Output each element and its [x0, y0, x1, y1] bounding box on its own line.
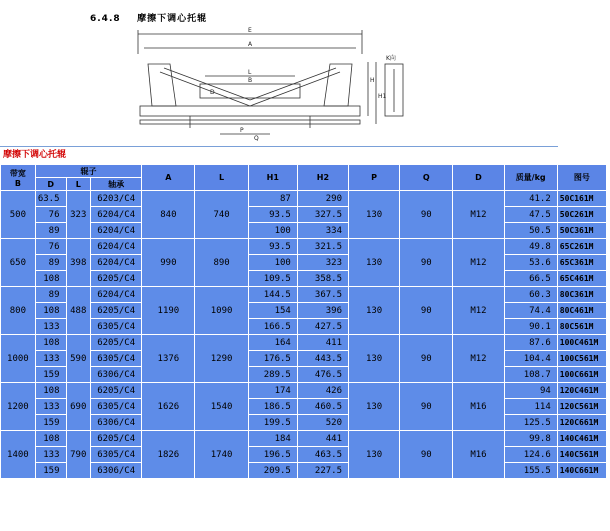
header-l: L: [66, 178, 91, 191]
cell-bearing: 6306/C4: [91, 463, 142, 479]
cell-q: 90: [400, 191, 453, 239]
dim-label-a: A: [248, 41, 253, 48]
cell-bearing: 6305/C4: [91, 351, 142, 367]
header-belt-width: [1, 165, 36, 191]
cell-q: 90: [400, 383, 453, 431]
cell-a: 840: [142, 191, 195, 239]
cell-roller-d: 89: [35, 255, 66, 271]
cell-h1: 186.5: [248, 399, 297, 415]
cell-roller-l: 690: [66, 383, 91, 431]
table-row: [1, 303, 607, 319]
cell-roller-d: 133: [35, 447, 66, 463]
table-row: [1, 207, 607, 223]
cell-mass: 41.2: [504, 191, 557, 207]
header-q: Q: [400, 165, 453, 191]
cell-h2: 290: [297, 191, 348, 207]
cell-h2: 327.5: [297, 207, 348, 223]
header-d: D: [35, 178, 66, 191]
cell-h2: 443.5: [297, 351, 348, 367]
cell-h2: 520: [297, 415, 348, 431]
cell-bearing: 6204/C4: [91, 287, 142, 303]
cell-mass: 90.1: [504, 319, 557, 335]
cell-h1: 209.5: [248, 463, 297, 479]
cell-roller-d: 108: [35, 383, 66, 399]
cell-roller-d: 159: [35, 463, 66, 479]
cell-roller-l: 323: [66, 191, 91, 239]
cell-a: 990: [142, 239, 195, 287]
cell-belt-width: 500: [1, 191, 36, 239]
table-row: [1, 239, 607, 255]
cell-belt-width: 1000: [1, 335, 36, 383]
cell-h2: 321.5: [297, 239, 348, 255]
header-h1: H1: [248, 165, 297, 191]
cell-roller-l: 488: [66, 287, 91, 335]
table-row: [1, 255, 607, 271]
cell-h1: 184: [248, 431, 297, 447]
cell-h1: 174: [248, 383, 297, 399]
dim-label-h: H: [370, 77, 375, 84]
cell-mass: 125.5: [504, 415, 557, 431]
cell-model-code: 80C561M: [557, 319, 606, 335]
dim-label-b: B: [248, 77, 253, 84]
cell-mass: 66.5: [504, 271, 557, 287]
cell-mass: 53.6: [504, 255, 557, 271]
cell-mass: 60.3: [504, 287, 557, 303]
cell-d2: M12: [453, 239, 504, 287]
section-heading: [90, 11, 207, 24]
dim-label-e: E: [248, 27, 252, 34]
cell-bearing: 6205/C4: [91, 303, 142, 319]
header-bearing: 轴承: [91, 178, 142, 191]
table-row: [1, 223, 607, 239]
cell-h1: 199.5: [248, 415, 297, 431]
table-row: [1, 351, 607, 367]
cell-bearing: 6306/C4: [91, 415, 142, 431]
header-belt-width-symbol: B: [14, 178, 21, 188]
cell-mass: 94: [504, 383, 557, 399]
dim-label-k-view: K向: [386, 55, 396, 62]
cell-mass: 99.8: [504, 431, 557, 447]
cell-l2: 890: [195, 239, 248, 287]
table-row: [1, 191, 607, 207]
idler-drawing: [130, 24, 410, 144]
cell-bearing: 6204/C4: [91, 239, 142, 255]
cell-d2: M12: [453, 191, 504, 239]
cell-bearing: 6305/C4: [91, 399, 142, 415]
cell-bearing: 6205/C4: [91, 335, 142, 351]
table-title: 摩擦下调心托辊: [0, 146, 558, 164]
cell-model-code: 100C461M: [557, 335, 606, 351]
dim-label-h1: H1: [378, 93, 387, 100]
cell-roller-d: 108: [35, 335, 66, 351]
table-row: [1, 335, 607, 351]
cell-roller-d: 108: [35, 431, 66, 447]
header-roller: 辊子: [35, 165, 141, 178]
cell-belt-width: 800: [1, 287, 36, 335]
table-row: [1, 415, 607, 431]
cell-roller-d: 133: [35, 399, 66, 415]
cell-model-code: 100C661M: [557, 367, 606, 383]
cell-p: 130: [349, 191, 400, 239]
cell-l2: 1540: [195, 383, 248, 431]
cell-roller-l: 398: [66, 239, 91, 287]
cell-roller-d: 108: [35, 271, 66, 287]
cell-mass: 108.7: [504, 367, 557, 383]
cell-model-code: 50C161M: [557, 191, 606, 207]
cell-model-code: 120C561M: [557, 399, 606, 415]
cell-h1: 289.5: [248, 367, 297, 383]
header-a: A: [142, 165, 195, 191]
cell-h2: 441: [297, 431, 348, 447]
header-belt-width-label: 带宽: [9, 168, 26, 178]
cell-h1: 93.5: [248, 239, 297, 255]
cell-h1: 144.5: [248, 287, 297, 303]
cell-roller-d: 89: [35, 287, 66, 303]
cell-p: 130: [349, 431, 400, 479]
cell-belt-width: 1400: [1, 431, 36, 479]
cell-roller-l: 590: [66, 335, 91, 383]
spec-table: [0, 164, 607, 479]
cell-h1: 93.5: [248, 207, 297, 223]
cell-model-code: 140C661M: [557, 463, 606, 479]
table-row: [1, 367, 607, 383]
cell-p: 130: [349, 239, 400, 287]
cell-q: 90: [400, 287, 453, 335]
cell-h1: 196.5: [248, 447, 297, 463]
cell-h2: 426: [297, 383, 348, 399]
cell-h1: 176.5: [248, 351, 297, 367]
cell-p: 130: [349, 287, 400, 335]
cell-model-code: 120C461M: [557, 383, 606, 399]
cell-h2: 463.5: [297, 447, 348, 463]
cell-l2: 1290: [195, 335, 248, 383]
cell-d2: M12: [453, 287, 504, 335]
cell-bearing: 6306/C4: [91, 367, 142, 383]
dim-label-p: P: [240, 127, 244, 134]
cell-bearing: 6204/C4: [91, 223, 142, 239]
dim-label-d: D: [210, 89, 215, 96]
header-mass: 质量/kg: [504, 165, 557, 191]
cell-bearing: 6305/C4: [91, 447, 142, 463]
cell-mass: 124.6: [504, 447, 557, 463]
cell-l2: 1740: [195, 431, 248, 479]
cell-bearing: 6203/C4: [91, 191, 142, 207]
cell-a: 1190: [142, 287, 195, 335]
table-row: [1, 319, 607, 335]
cell-roller-d: 108: [35, 303, 66, 319]
cell-h2: 334: [297, 223, 348, 239]
cell-roller-d: 159: [35, 367, 66, 383]
section-number: 6.4.8: [90, 14, 121, 24]
cell-h1: 100: [248, 223, 297, 239]
table-row: [1, 431, 607, 447]
cell-mass: 87.6: [504, 335, 557, 351]
cell-bearing: 6205/C4: [91, 271, 142, 287]
cell-a: 1376: [142, 335, 195, 383]
table-row: [1, 447, 607, 463]
cell-p: 130: [349, 335, 400, 383]
dim-label-q: Q: [254, 135, 259, 142]
cell-model-code: 50C261M: [557, 207, 606, 223]
cell-mass: 155.5: [504, 463, 557, 479]
cell-roller-l: 790: [66, 431, 91, 479]
cell-model-code: 140C461M: [557, 431, 606, 447]
cell-model-code: 65C261M: [557, 239, 606, 255]
cell-mass: 104.4: [504, 351, 557, 367]
cell-bearing: 6204/C4: [91, 207, 142, 223]
cell-q: 90: [400, 335, 453, 383]
table-row: [1, 287, 607, 303]
cell-h1: 164: [248, 335, 297, 351]
header-h2: H2: [297, 165, 348, 191]
cell-mass: 114: [504, 399, 557, 415]
spec-table-body: [1, 191, 607, 479]
cell-roller-d: 76: [35, 207, 66, 223]
cell-h2: 367.5: [297, 287, 348, 303]
cell-q: 90: [400, 431, 453, 479]
drawing-area: [0, 0, 610, 146]
cell-model-code: 100C561M: [557, 351, 606, 367]
header-d2: D: [453, 165, 504, 191]
cell-mass: 49.8: [504, 239, 557, 255]
cell-h1: 100: [248, 255, 297, 271]
cell-d2: M16: [453, 431, 504, 479]
cell-h2: 358.5: [297, 271, 348, 287]
cell-h2: 460.5: [297, 399, 348, 415]
table-row: [1, 271, 607, 287]
cell-model-code: 65C361M: [557, 255, 606, 271]
dim-label-l: L: [248, 69, 252, 76]
cell-belt-width: 1200: [1, 383, 36, 431]
cell-roller-d: 89: [35, 223, 66, 239]
cell-roller-d: 133: [35, 319, 66, 335]
cell-a: 1826: [142, 431, 195, 479]
table-row: [1, 383, 607, 399]
cell-h1: 166.5: [248, 319, 297, 335]
cell-bearing: 6305/C4: [91, 319, 142, 335]
table-row: [1, 399, 607, 415]
cell-mass: 74.4: [504, 303, 557, 319]
cell-h2: 427.5: [297, 319, 348, 335]
cell-bearing: 6204/C4: [91, 255, 142, 271]
cell-roller-d: 63.5: [35, 191, 66, 207]
header-model: 图号: [557, 165, 606, 191]
header-l2: L: [195, 165, 248, 191]
cell-d2: M12: [453, 335, 504, 383]
cell-a: 1626: [142, 383, 195, 431]
table-row: [1, 463, 607, 479]
cell-h2: 411: [297, 335, 348, 351]
cell-model-code: 50C361M: [557, 223, 606, 239]
cell-h2: 396: [297, 303, 348, 319]
cell-h1: 109.5: [248, 271, 297, 287]
section-title: 摩擦下调心托辊: [137, 14, 208, 24]
cell-bearing: 6205/C4: [91, 431, 142, 447]
cell-model-code: 140C561M: [557, 447, 606, 463]
cell-model-code: 80C361M: [557, 287, 606, 303]
cell-bearing: 6205/C4: [91, 383, 142, 399]
cell-roller-d: 76: [35, 239, 66, 255]
cell-model-code: 120C661M: [557, 415, 606, 431]
cell-h1: 87: [248, 191, 297, 207]
cell-mass: 50.5: [504, 223, 557, 239]
cell-q: 90: [400, 239, 453, 287]
cell-model-code: 65C461M: [557, 271, 606, 287]
cell-p: 130: [349, 383, 400, 431]
cell-h2: 476.5: [297, 367, 348, 383]
cell-model-code: 80C461M: [557, 303, 606, 319]
cell-l2: 740: [195, 191, 248, 239]
cell-l2: 1090: [195, 287, 248, 335]
header-p: P: [349, 165, 400, 191]
cell-roller-d: 133: [35, 351, 66, 367]
cell-h1: 154: [248, 303, 297, 319]
cell-belt-width: 650: [1, 239, 36, 287]
cell-d2: M16: [453, 383, 504, 431]
cell-roller-d: 159: [35, 415, 66, 431]
cell-h2: 323: [297, 255, 348, 271]
cell-h2: 227.5: [297, 463, 348, 479]
cell-mass: 47.5: [504, 207, 557, 223]
